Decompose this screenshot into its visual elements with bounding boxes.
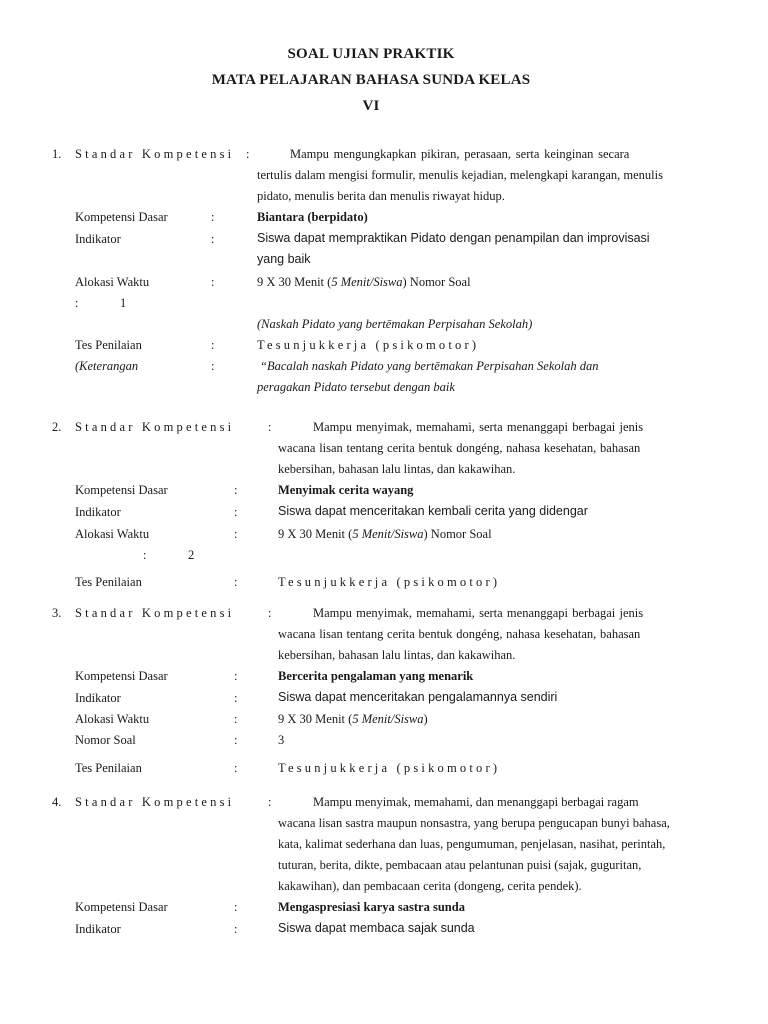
colon: : bbox=[234, 575, 238, 589]
document-title: SOAL UJIAN PRAKTIK bbox=[287, 46, 455, 62]
nomor-soal-label: Nomor Soal bbox=[75, 733, 136, 747]
indikator-value: Siswa dapat membaca sajak sunda bbox=[278, 921, 475, 935]
indikator-value: Siswa dapat menceritakan kembali cerita yang didengar bbox=[278, 504, 588, 518]
standar-kompetensi-text: wacana lisan tentang cerita bentuk dongéng, nahasa kesehatan, bahasan bbox=[278, 627, 641, 641]
colon: : bbox=[211, 210, 215, 224]
colon: : bbox=[143, 548, 147, 562]
item-number: 3. bbox=[52, 606, 62, 620]
kompetensi-dasar-value: Mengaspresiasi karya sastra sunda bbox=[278, 900, 465, 914]
standar-kompetensi-text: kakawihan), dan pembacaan cerita (dongeng, cerita pendek). bbox=[278, 879, 582, 893]
kompetensi-dasar-label: Kompetensi Dasar bbox=[75, 210, 168, 224]
alokasi-waktu-label: Alokasi Waktu bbox=[75, 527, 150, 541]
indikator-value: Siswa dapat menceritakan pengalamannya sendiri bbox=[278, 690, 558, 704]
indikator-label: Indikator bbox=[75, 232, 121, 246]
colon: : bbox=[268, 606, 272, 620]
tes-penilaian-value: Tesunjukkerja (psikomotor) bbox=[278, 761, 501, 775]
alokasi-waktu-value: 9 X 30 Menit (5 Menit/Siswa) Nomor Soal bbox=[278, 527, 492, 541]
standar-kompetensi-text: kebersihan, bahasan lalu lintas, dan kakawihan. bbox=[278, 648, 516, 662]
document-subtitle: MATA PELAJARAN BAHASA SUNDA KELAS bbox=[211, 72, 531, 88]
indikator-label: Indikator bbox=[75, 922, 121, 936]
standar-kompetensi-label: Standar Kompetensi bbox=[75, 147, 235, 161]
colon: : bbox=[268, 795, 272, 809]
colon: : bbox=[234, 761, 238, 775]
item-number: 4. bbox=[52, 795, 62, 809]
tes-penilaian-value: Tesunjukkerja (psikomotor) bbox=[278, 575, 501, 589]
kompetensi-dasar-label: Kompetensi Dasar bbox=[75, 483, 168, 497]
colon: : bbox=[234, 527, 238, 541]
colon: : bbox=[234, 691, 238, 705]
colon: : bbox=[211, 359, 215, 373]
document-subtitle-class: VI bbox=[362, 98, 380, 114]
colon: : bbox=[234, 900, 238, 914]
kompetensi-dasar-value: Menyimak cerita wayang bbox=[278, 483, 414, 497]
tes-penilaian-label: Tes Penilaian bbox=[75, 338, 142, 352]
standar-kompetensi-label: Standar Kompetensi bbox=[75, 795, 235, 809]
standar-kompetensi-text: wacana lisan tentang cerita bentuk dongéng, nahasa kesehatan, bahasan bbox=[278, 441, 641, 455]
colon: : bbox=[211, 338, 215, 352]
colon: : bbox=[234, 505, 238, 519]
kompetensi-dasar-label: Kompetensi Dasar bbox=[75, 900, 168, 914]
colon: : bbox=[268, 420, 272, 434]
standar-kompetensi-text: kata, kalimat sederhana dan luas, pengumuman, penjelasan, nasihat, perintah, bbox=[278, 837, 666, 851]
standar-kompetensi-label: Standar Kompetensi bbox=[75, 606, 235, 620]
indikator-value: Siswa dapat mempraktikan Pidato dengan penampilan dan improvisasi bbox=[257, 231, 650, 245]
colon: : bbox=[234, 922, 238, 936]
alokasi-waktu-label: Alokasi Waktu bbox=[75, 275, 150, 289]
alokasi-waktu-label: Alokasi Waktu bbox=[75, 712, 150, 726]
colon: : bbox=[211, 232, 215, 246]
colon: : bbox=[75, 296, 79, 310]
indikator-label: Indikator bbox=[75, 691, 121, 705]
alokasi-waktu-value: 9 X 30 Menit (5 Menit/Siswa) bbox=[278, 712, 428, 726]
colon: : bbox=[234, 712, 238, 726]
standar-kompetensi-label: Standar Kompetensi bbox=[75, 420, 235, 434]
standar-kompetensi-text: Mampu menyimak, memahami, serta menanggapi berbagai jenis bbox=[313, 606, 644, 620]
kompetensi-dasar-label: Kompetensi Dasar bbox=[75, 669, 168, 683]
standar-kompetensi-text: Mampu menyimak, memahami, serta menanggapi berbagai jenis bbox=[313, 420, 644, 434]
indikator-label: Indikator bbox=[75, 505, 121, 519]
colon: : bbox=[211, 275, 215, 289]
naskah-note: (Naskah Pidato yang bertēmakan Perpisahan Sekolah) bbox=[257, 317, 533, 331]
colon: : bbox=[234, 733, 238, 747]
standar-kompetensi-text: tertulis dalam mengisi formulir, menulis kejadian, melengkapi karangan, menulis bbox=[257, 168, 663, 182]
tes-penilaian-label: Tes Penilaian bbox=[75, 575, 142, 589]
keterangan-value: peragakan Pidato tersebut dengan baik bbox=[257, 380, 455, 394]
standar-kompetensi-text: tuturan, berita, dikte, pembacaan atau pelantunan puisi (sajak, guguritan, bbox=[278, 858, 642, 872]
standar-kompetensi-text: Mampu menyimak, memahami, dan menanggapi berbagai ragam bbox=[313, 795, 639, 809]
alokasi-waktu-value: 9 X 30 Menit (5 Menit/Siswa) Nomor Soal bbox=[257, 275, 471, 289]
tes-penilaian-value: Tesunjukkerja (psikomotor) bbox=[257, 338, 480, 352]
keterangan-label: (Keterangan bbox=[75, 359, 139, 373]
standar-kompetensi-text: wacana lisan sastra maupun nonsastra, yang berupa pengucapan bunyi bahasa, bbox=[278, 816, 670, 830]
standar-kompetensi-text: kebersihan, bahasan lalu lintas, dan kakawihan. bbox=[278, 462, 516, 476]
nomor-soal-value: 2 bbox=[188, 548, 195, 562]
tes-penilaian-label: Tes Penilaian bbox=[75, 761, 142, 775]
kompetensi-dasar-value: Biantara (berpidato) bbox=[257, 210, 368, 224]
nomor-soal-value: 3 bbox=[278, 733, 285, 747]
standar-kompetensi-text: pidato, menulis berita dan menulis riwayat hidup. bbox=[257, 189, 505, 203]
colon: : bbox=[234, 669, 238, 683]
nomor-soal-value: 1 bbox=[120, 296, 127, 310]
standar-kompetensi-text: Mampu mengungkapkan pikiran, perasaan, serta keinginan secara bbox=[290, 147, 630, 161]
colon: : bbox=[234, 483, 238, 497]
keterangan-value: “Bacalah naskah Pidato yang bertēmakan Perpisahan Sekolah dan bbox=[260, 359, 599, 373]
item-number: 1. bbox=[52, 147, 62, 161]
colon: : bbox=[246, 147, 250, 161]
indikator-value: yang baik bbox=[257, 252, 311, 266]
item-number: 2. bbox=[52, 420, 62, 434]
kompetensi-dasar-value: Bercerita pengalaman yang menarik bbox=[278, 669, 474, 683]
